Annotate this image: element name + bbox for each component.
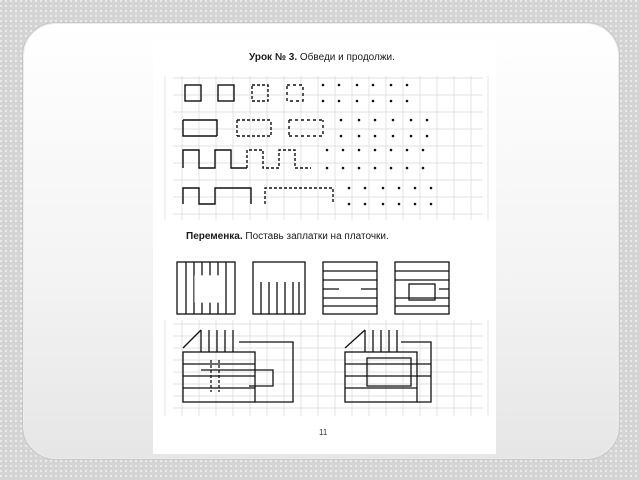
guide-dot [374, 167, 377, 170]
guide-dot [342, 149, 345, 152]
guide-dot [372, 100, 375, 103]
guide-dot [398, 203, 401, 206]
guide-dot [406, 149, 409, 152]
lesson-label: Урок № 3. [249, 52, 298, 63]
lesson-heading [249, 52, 395, 63]
guide-dot [326, 167, 329, 170]
guide-dot [358, 149, 361, 152]
row-steps [183, 188, 333, 204]
guide-dot [340, 135, 343, 138]
break-task: Поставь заплатки на платочки. [245, 231, 389, 242]
guide-dot [422, 149, 425, 152]
guide-dot [390, 100, 393, 103]
guide-dot [356, 84, 359, 87]
guide-dot [426, 119, 429, 122]
lesson-task: Обведи и продолжи. [299, 52, 395, 63]
guide-dot [390, 149, 393, 152]
guide-dot [390, 167, 393, 170]
guide-dot [322, 84, 325, 87]
row-open-rectangles [183, 120, 323, 136]
worksheet-drawing [153, 40, 496, 454]
guide-dot [326, 149, 329, 152]
row-meander [183, 150, 311, 168]
guide-dot [382, 203, 385, 206]
guide-dot [406, 167, 409, 170]
guide-dot [426, 135, 429, 138]
handkerchief-complex-right [345, 330, 431, 402]
guide-dot [342, 167, 345, 170]
break-heading [186, 231, 389, 242]
guide-dot [406, 84, 409, 87]
guide-dot [430, 203, 433, 206]
exercise-trace-patterns [183, 85, 333, 204]
guide-dot [382, 187, 385, 190]
dot-continuation-area [322, 84, 433, 206]
guide-dot [348, 203, 351, 206]
guide-dot [338, 100, 341, 103]
guide-dot [410, 119, 413, 122]
guide-dot [414, 203, 417, 206]
worksheet-page [153, 40, 496, 454]
guide-dot [358, 119, 361, 122]
guide-dot [338, 84, 341, 87]
guide-dot [356, 100, 359, 103]
handkerchief-patch-vertical [253, 262, 305, 314]
break-label: Переменка. [186, 231, 243, 242]
guide-dot [340, 119, 343, 122]
guide-dot [406, 100, 409, 103]
exercise-handkerchiefs [177, 262, 449, 402]
guide-dot [364, 187, 367, 190]
guide-dot [374, 149, 377, 152]
guide-dot [422, 167, 425, 170]
page-number: 11 [319, 428, 328, 437]
guide-dot [392, 135, 395, 138]
guide-dot [410, 135, 413, 138]
handkerchief-horizontal-stripes [323, 262, 377, 314]
guide-dot [374, 135, 377, 138]
guide-dot [398, 187, 401, 190]
handkerchief-complex-left [183, 330, 293, 402]
faint-grid [165, 76, 488, 416]
handkerchief-patch-horizontal [395, 262, 449, 314]
guide-dot [364, 203, 367, 206]
guide-dot [372, 84, 375, 87]
guide-dot [374, 119, 377, 122]
guide-dot [414, 187, 417, 190]
guide-dot [390, 84, 393, 87]
guide-dot [322, 100, 325, 103]
guide-dot [348, 187, 351, 190]
guide-dot [358, 135, 361, 138]
row-squares [185, 85, 303, 101]
handkerchief-vertical-stripes [177, 262, 235, 314]
guide-dot [358, 167, 361, 170]
guide-dot [430, 187, 433, 190]
guide-dot [392, 119, 395, 122]
